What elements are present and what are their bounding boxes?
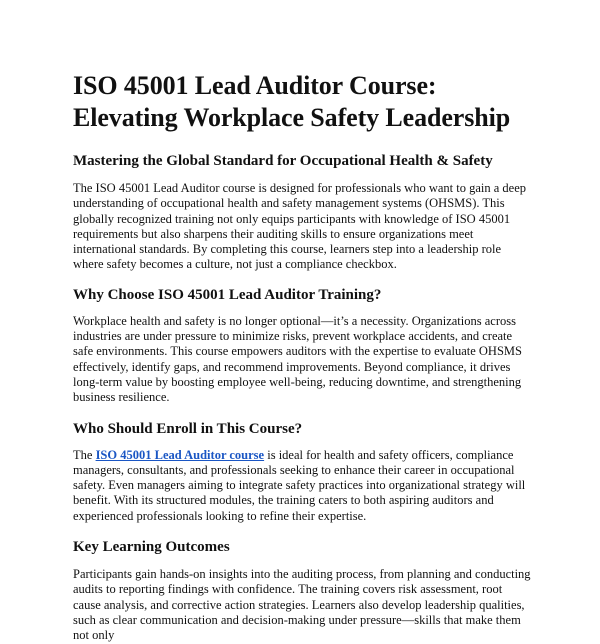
page-title: ISO 45001 Lead Auditor Course: Elevating Workplace Safety Leadership [73,71,511,132]
intro-paragraph: The ISO 45001 Lead Auditor course is designed for professionals who want to gain a deep understanding of occupational health and safety management systems (OHSMS). This globally recognized training not only equips participants with knowledge of ISO 45001 requirements but also sharpens their auditing skills to ensure organizations meet international standards. By completing this course, learners step into a leadership role where safety becomes a culture, not just a compliance checkbox. [73,181,527,272]
iso-45001-course-link[interactable]: ISO 45001 Lead Auditor course [95,447,265,462]
why-choose-paragraph: Workplace health and safety is no longer optional—it’s a necessity. Organizations across industries are under pressure to minimize risks, prevent workplace accidents, and create safe environments. This course empowers auditors with the expertise to evaluate OHSMS effectively, identify gaps, and recommend improvements. Beyond compliance, it drives long-term value by boosting employee well-being, reducing downtime, and strengthening business resilience. [73,313,522,405]
who-paragraph-suffix: is ideal for health and safety officers, compliance managers, consultants, and professionals seeking to enhance their career in occupational safety. Even managers aiming to integrate safety practices into organizational strategy will benefit. With its structured modules, the training caters to both aspiring auditors and experienced professionals looking to refine their expertise. [73,447,526,523]
who-should-enroll-heading: Who Should Enroll in This Course? [73,420,303,437]
who-paragraph-prefix: The [73,447,96,462]
document-subtitle: Mastering the Global Standard for Occupational Health & Safety [73,153,493,169]
document-page [73,70,533,644]
key-learning-outcomes-heading: Key Learning Outcomes [73,539,230,556]
key-learning-outcomes-paragraph: Participants gain hands-on insights into the auditing process, from planning and conducting audits to reporting findings with confidence. The training covers risk assessment, root cause analysis, and corrective action strategies. Learners also develop leadership qualities, such as clear communication and decision-making under pressure—skills that make them not only [73,567,531,643]
who-should-enroll-paragraph [73,448,533,524]
why-choose-heading: Why Choose ISO 45001 Lead Auditor Training? [73,286,382,303]
